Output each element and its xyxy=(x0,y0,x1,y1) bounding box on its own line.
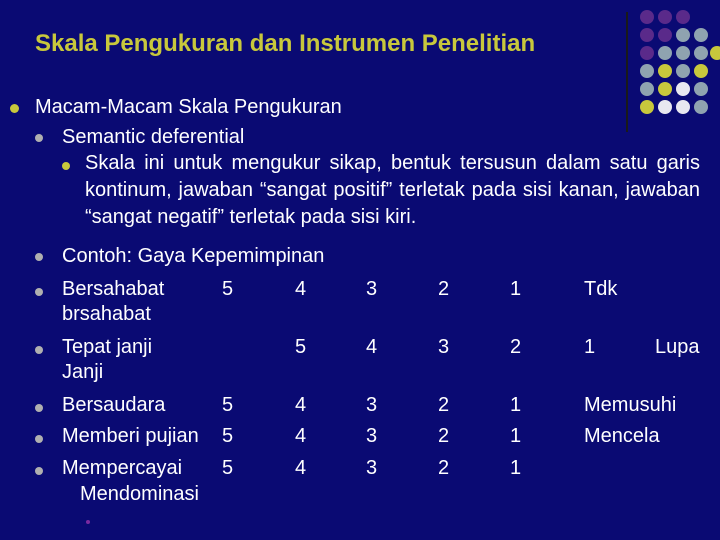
opposite-label: Lupa xyxy=(655,336,700,358)
dot xyxy=(640,46,654,60)
scale-value: 3 xyxy=(438,336,450,358)
dot xyxy=(658,10,672,24)
scale-value: 5 xyxy=(222,457,234,479)
scale-value: 1 xyxy=(510,425,522,447)
dot xyxy=(658,28,672,42)
scale-value: 3 xyxy=(366,425,378,447)
example-label: Contoh: Gaya Kepemimpinan xyxy=(62,245,325,267)
dot xyxy=(694,64,708,78)
row-label-continued: Janji xyxy=(62,361,104,383)
bullet-icon xyxy=(35,404,43,412)
dot xyxy=(676,82,690,96)
dot xyxy=(640,64,654,78)
dot xyxy=(658,46,672,60)
scale-value: 3 xyxy=(366,394,378,416)
bullet-icon xyxy=(35,134,43,142)
dot xyxy=(694,82,708,96)
dot xyxy=(710,46,720,60)
scale-value: 4 xyxy=(295,394,307,416)
scale-value: 4 xyxy=(295,457,307,479)
dot xyxy=(676,46,690,60)
bullet-icon xyxy=(35,288,43,296)
dot xyxy=(676,28,690,42)
dot xyxy=(640,100,654,114)
scale-value: 4 xyxy=(366,336,378,358)
sub-heading: Semantic deferential xyxy=(62,126,245,148)
dot xyxy=(676,64,690,78)
dot xyxy=(676,10,690,24)
scale-value: 2 xyxy=(438,394,450,416)
row-label: Memberi pujian xyxy=(62,425,199,447)
scale-value: 5 xyxy=(222,425,234,447)
scale-value: 2 xyxy=(438,457,450,479)
scale-value: 4 xyxy=(295,278,307,300)
dot xyxy=(658,82,672,96)
row-label-continued: Mendominasi xyxy=(80,483,199,505)
dot xyxy=(694,100,708,114)
dot xyxy=(694,28,708,42)
dot xyxy=(640,10,654,24)
scale-value: 5 xyxy=(222,394,234,416)
scale-value: 4 xyxy=(295,425,307,447)
opposite-label: Memusuhi xyxy=(584,394,677,416)
dot xyxy=(694,46,708,60)
dot xyxy=(640,82,654,96)
scale-value: 2 xyxy=(438,278,450,300)
decorative-mark xyxy=(86,520,90,524)
decorative-dot-grid xyxy=(636,10,720,120)
slide-title: Skala Pengukuran dan Instrumen Penelitian xyxy=(35,30,536,57)
dot xyxy=(676,100,690,114)
scale-value: 1 xyxy=(510,457,522,479)
decorative-divider xyxy=(626,12,628,132)
bullet-icon xyxy=(35,435,43,443)
scale-value: 2 xyxy=(510,336,522,358)
bullet-icon xyxy=(62,162,70,170)
scale-value: 2 xyxy=(438,425,450,447)
row-label-continued: brsahabat xyxy=(62,303,151,325)
row-label: Mempercayai xyxy=(62,457,183,479)
section-heading: Macam-Macam Skala Pengukuran xyxy=(35,96,342,118)
dot xyxy=(640,28,654,42)
scale-value: 3 xyxy=(366,278,378,300)
scale-value: 3 xyxy=(366,457,378,479)
scale-value: 5 xyxy=(295,336,307,358)
opposite-label: Tdk xyxy=(584,278,618,300)
row-label: Tepat janji xyxy=(62,336,153,358)
bullet-icon xyxy=(10,104,19,113)
dot xyxy=(658,100,672,114)
bullet-icon xyxy=(35,467,43,475)
description-paragraph: Skala ini untuk mengukur sikap, bentuk tersusun dalam satu garis kontinum, jawaban “sangat positif” terletak pada sisi kanan, jawaban “sangat negatif” terletak pada sisi kiri. xyxy=(85,152,700,228)
scale-value: 5 xyxy=(222,278,234,300)
scale-value: 1 xyxy=(510,278,522,300)
bullet-icon xyxy=(35,253,43,261)
row-label: Bersahabat xyxy=(62,278,165,300)
row-label: Bersaudara xyxy=(62,394,166,416)
scale-value: 1 xyxy=(584,336,596,358)
opposite-label: Mencela xyxy=(584,425,660,447)
scale-value: 1 xyxy=(510,394,522,416)
dot xyxy=(658,64,672,78)
bullet-icon xyxy=(35,346,43,354)
